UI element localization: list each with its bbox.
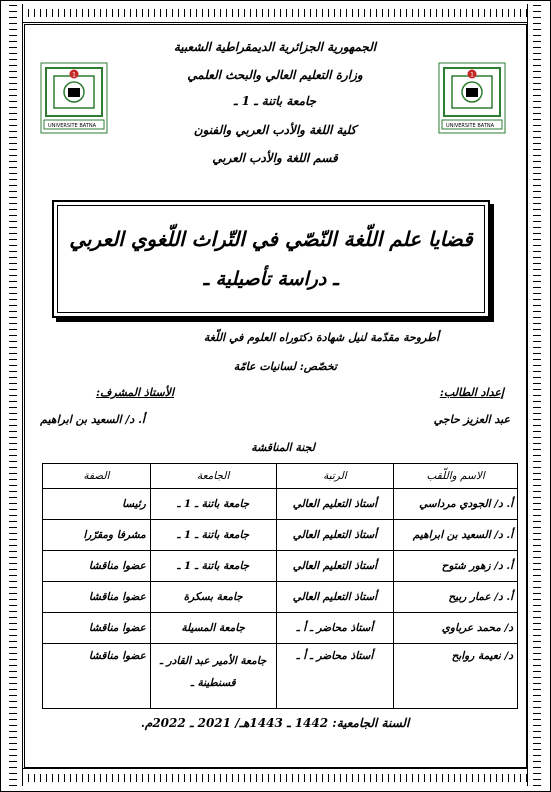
- table-row: [43, 551, 518, 582]
- member-role: عضوا مناقشا: [43, 551, 151, 582]
- supervisor-label: الأستاذ المشرف:: [95, 386, 174, 399]
- faculty-name: كلية اللغة والأدب العربي والفنون: [193, 123, 357, 137]
- member-name: أ. د/ زهور شتوح: [394, 551, 518, 582]
- member-rank: أستاذ التعليم العالي: [276, 520, 394, 551]
- logo-number: 1: [470, 71, 474, 79]
- member-university: جامعة باتنة ـ 1 ـ: [150, 520, 276, 551]
- student-name: عبد العزيز حاجي: [433, 413, 510, 426]
- thesis-title: قضايا علم اللّغة النّصّي في التّراث اللّغوي العربي: [69, 227, 473, 251]
- committee-table: [42, 463, 518, 709]
- university-name: جامعة باتنة ـ 1 ـ: [233, 94, 317, 108]
- republic-name: الجمهورية الجزائرية الديمقراطية الشعبية: [173, 40, 377, 54]
- table-row: [43, 644, 518, 709]
- member-university: جامعة المسيلة: [150, 613, 276, 644]
- member-university: جامعة الأمير عبد القادر ـ قسنطينة ـ: [150, 644, 276, 709]
- member-rank: أستاذ محاضر ـ أ ـ: [276, 644, 394, 709]
- member-name: أ. د/ السعيد بن ابراهيم: [394, 520, 518, 551]
- member-name: د/ نعيمة روابح: [394, 644, 518, 709]
- thesis-subtitle: ـ دراسة تأصيلية ـ: [203, 268, 339, 290]
- member-rank: أستاذ التعليم العالي: [276, 582, 394, 613]
- header-role: الصفة: [43, 464, 151, 489]
- department-name: قسم اللغة والأدب العربي: [212, 151, 338, 165]
- thesis-specialty: تخصّص: لسانيات عامّة: [233, 360, 337, 373]
- member-rank: أستاذ محاضر ـ أ ـ: [276, 613, 394, 644]
- thesis-title-box: [52, 200, 490, 318]
- table-row: [43, 520, 518, 551]
- member-rank: أستاذ التعليم العالي: [276, 489, 394, 520]
- member-university: جامعة بسكرة: [150, 582, 276, 613]
- member-role: عضوا مناقشا: [43, 582, 151, 613]
- member-rank: أستاذ التعليم العالي: [276, 551, 394, 582]
- decorative-border-bottom: [4, 768, 545, 787]
- member-name: أ. د/ عمار ربيح: [394, 582, 518, 613]
- header-rank: الرتبة: [276, 464, 394, 489]
- table-header-row: [43, 464, 518, 489]
- member-role: عضوا مناقشا: [43, 613, 151, 644]
- table-row: [43, 582, 518, 613]
- university-logo-right: [438, 62, 506, 134]
- member-name: د/ محمد عرباوي: [394, 613, 518, 644]
- header-university: الجامعة: [150, 464, 276, 489]
- university-logo-left: [40, 62, 108, 134]
- ministry-name: وزارة التعليم العالي والبحث العلمي: [187, 68, 363, 82]
- header-name: الاسم واللّقب: [394, 464, 518, 489]
- title-box-inner-border: [57, 205, 485, 313]
- supervisor-name: أ. د/ السعيد بن ابراهيم: [40, 413, 145, 426]
- decorative-border-left: [4, 4, 23, 786]
- academic-year: السنة الجامعية: 1442 ـ 1443هـ/ 2021 ـ 2022م.: [140, 716, 410, 730]
- table-row: [43, 613, 518, 644]
- member-university: جامعة باتنة ـ 1 ـ: [150, 489, 276, 520]
- member-university: جامعة باتنة ـ 1 ـ: [150, 551, 276, 582]
- decorative-border-right: [527, 4, 546, 786]
- member-role: مشرفا ومقرّرا: [43, 520, 151, 551]
- committee-title: لجنة المناقشة: [251, 441, 315, 454]
- table-row: [43, 489, 518, 520]
- logo-ribbon: UNIVERSITE BATNA: [445, 123, 495, 129]
- logo-number: 1: [72, 71, 76, 79]
- logo-ribbon: UNIVERSITE BATNA: [47, 123, 97, 129]
- member-role: رئيسا: [43, 489, 151, 520]
- member-role: عضوا مناقشا: [43, 644, 151, 709]
- decorative-border-top: [4, 4, 545, 23]
- member-name: أ. د/ الجودي مرداسي: [394, 489, 518, 520]
- student-label: إعداد الطالب:: [439, 386, 504, 399]
- thesis-purpose: أطروحة مقدّمة لنيل شهادة دكتوراه العلوم في اللّغة: [203, 331, 439, 344]
